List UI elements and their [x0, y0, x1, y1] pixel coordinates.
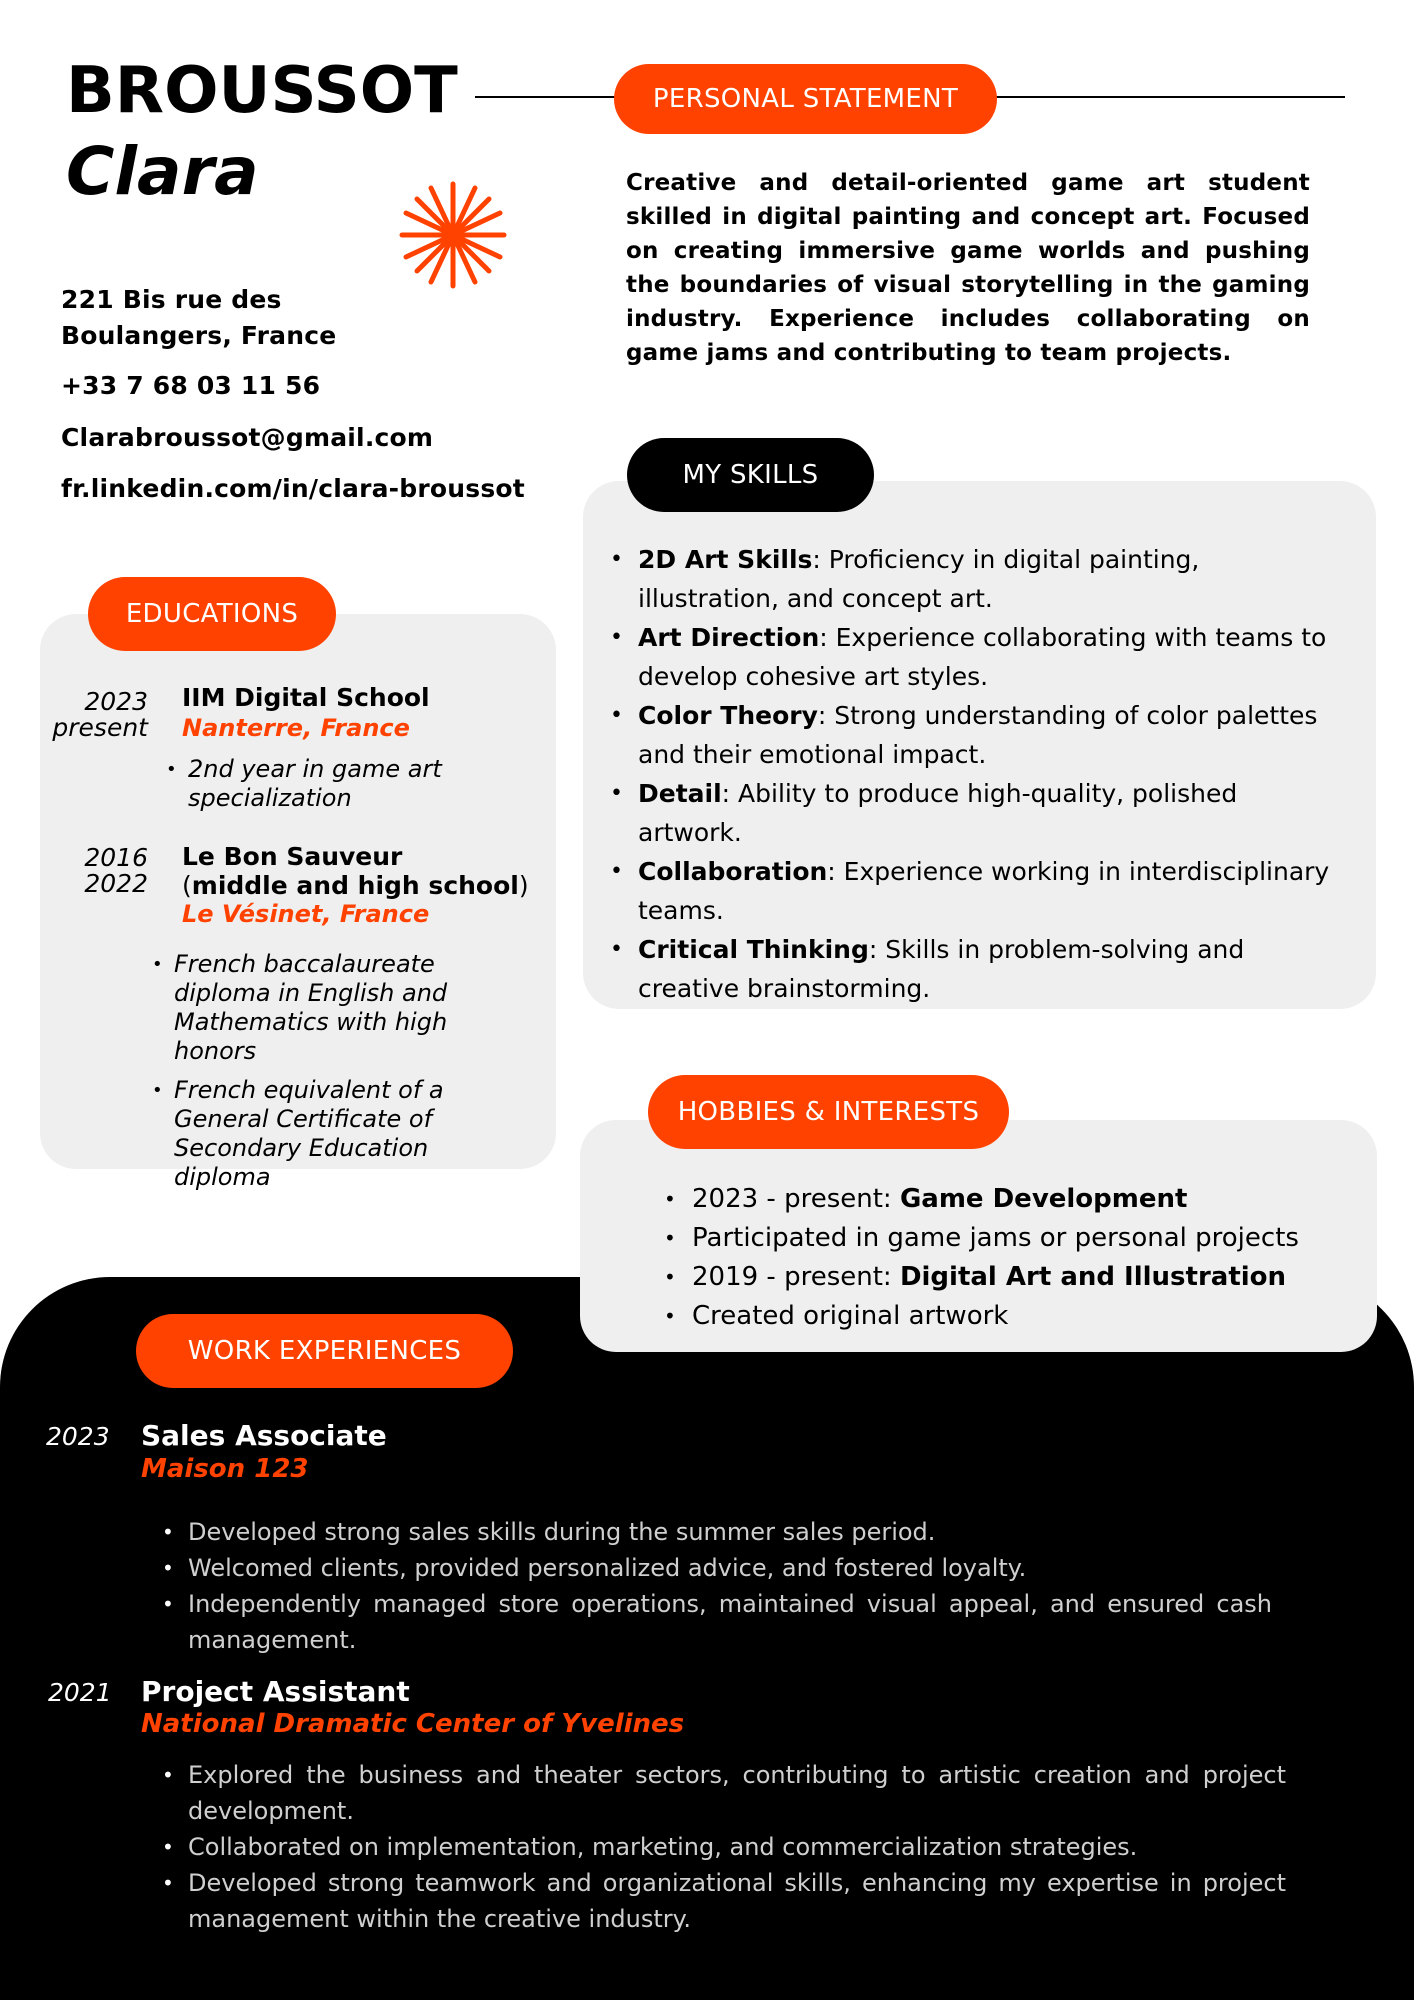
- education-bullet: • French baccalaureate diploma in English and Mathematics with high honors: [152, 950, 532, 1066]
- contact-email[interactable]: Clarabroussot@gmail.com: [61, 423, 434, 452]
- education-school: Le Bon Sauveur: [182, 842, 403, 871]
- hobby-item: • 2019 - present: Digital Art and Illustration: [664, 1258, 1299, 1297]
- education-bullets: [166, 755, 466, 823]
- work-bullets: [160, 1514, 1272, 1658]
- skill-item: • Collaboration: Experience working in interdisciplinary teams.: [610, 852, 1330, 930]
- work-bullets: [160, 1757, 1286, 1937]
- skills-heading: MY SKILLS: [627, 438, 874, 512]
- hobby-item: • 2023 - present: Game Development: [664, 1180, 1299, 1219]
- work-bullet: • Explored the business and theater sectors, contributing to artistic creation and project development.: [160, 1757, 1286, 1829]
- education-date: 2016 2022: [84, 843, 148, 898]
- skill-item: • Detail: Ability to produce high-quality, polished artwork.: [610, 774, 1330, 852]
- contact-linkedin[interactable]: fr.linkedin.com/in/clara-broussot: [61, 474, 525, 503]
- education-place: Nanterre, France: [182, 714, 410, 742]
- work-company: Maison 123: [141, 1454, 309, 1484]
- education-school: IIM Digital School: [182, 683, 430, 712]
- education-bullet: • 2nd year in game art specialization: [166, 755, 466, 813]
- work-company: National Dramatic Center of Yvelines: [141, 1709, 685, 1739]
- hobby-item: • Participated in game jams or personal projects: [664, 1219, 1299, 1258]
- education-place: Le Vésinet, France: [182, 900, 430, 928]
- hobbies-heading: HOBBIES & INTERESTS: [648, 1075, 1009, 1149]
- work-bullet: • Developed strong sales skills during the summer sales period.: [160, 1514, 1272, 1550]
- first-name: Clara: [66, 133, 259, 210]
- work-title: Project Assistant: [141, 1675, 410, 1708]
- skills-list: [610, 540, 1330, 1008]
- work-year: 2023: [46, 1422, 110, 1451]
- contact-phone[interactable]: +33 7 68 03 11 56: [61, 371, 321, 400]
- last-name: BROUSSOT: [66, 54, 458, 128]
- work-bullet: • Collaborated on implementation, marketing, and commercialization strategies.: [160, 1829, 1286, 1865]
- education-bullet: • French equivalent of a General Certificate of Secondary Education diploma: [152, 1076, 532, 1192]
- education-date: 2023 present: [52, 687, 148, 742]
- work-bullet: • Developed strong teamwork and organizational skills, enhancing my expertise in project management within the creative industry.: [160, 1865, 1286, 1937]
- personal-statement-heading: PERSONAL STATEMENT: [614, 64, 997, 134]
- skill-item: • 2D Art Skills: Proficiency in digital painting, illustration, and concept art.: [610, 540, 1330, 618]
- skill-item: • Art Direction: Experience collaborating with teams to develop cohesive art styles.: [610, 618, 1330, 696]
- work-title: Sales Associate: [141, 1419, 387, 1452]
- personal-statement-text: Creative and detail-oriented game art student skilled in digital painting and concept art. Focused on creating immersive game worlds and pushing the boundaries of visual storytelling in the gaming industry. Experience includes collaborating on game jams and contributing to team projects.: [626, 170, 1310, 366]
- work-heading: WORK EXPERIENCES: [136, 1314, 513, 1388]
- hobbies-list: [664, 1180, 1299, 1336]
- skill-item: • Color Theory: Strong understanding of color palettes and their emotional impact.: [610, 696, 1330, 774]
- education-school-level: (middle and high school): [182, 871, 529, 900]
- contact-address: 221 Bis rue des Boulangers, France: [61, 285, 337, 350]
- work-bullet: • Welcomed clients, provided personalized advice, and fostered loyalty.: [160, 1550, 1272, 1586]
- skill-item: • Critical Thinking: Skills in problem-solving and creative brainstorming.: [610, 930, 1330, 1008]
- education-bullets: [152, 950, 532, 1202]
- hobby-item: • Created original artwork: [664, 1297, 1299, 1336]
- asterisk-starburst-icon: [398, 180, 508, 290]
- work-year: 2021: [48, 1678, 112, 1707]
- education-heading: EDUCATIONS: [88, 577, 336, 651]
- work-bullet: • Independently managed store operations, maintained visual appeal, and ensured cash management.: [160, 1586, 1272, 1658]
